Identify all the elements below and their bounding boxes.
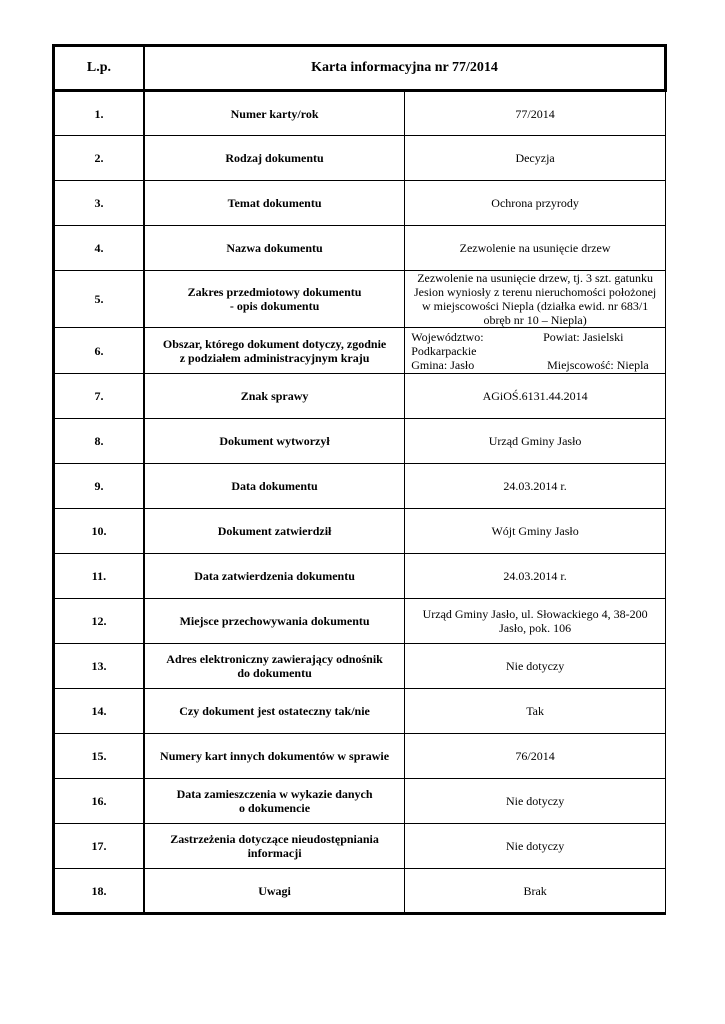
row-number: 17. <box>54 824 144 869</box>
row-label-line: Zakres przedmiotowy dokumentu <box>187 285 362 299</box>
row-number: 1. <box>54 91 144 136</box>
row-value: Zezwolenie na usunięcie drzew, tj. 3 szt. gatunku Jesion wyniosły z terenu nieruchomości położonej w miejscowości Niepla (działka ewid. nr 683/1 obręb nr 10 – Niepla) <box>405 271 666 328</box>
table-row <box>54 91 666 136</box>
row-number: 8. <box>54 419 144 464</box>
row-value: Decyzja <box>405 136 666 181</box>
row-number: 16. <box>54 779 144 824</box>
row-value: Wójt Gminy Jasło <box>405 509 666 554</box>
row-number: 12. <box>54 599 144 644</box>
row-label: Temat dokumentu <box>144 181 405 226</box>
table-header <box>54 46 666 91</box>
row-label: Znak sprawy <box>144 374 405 419</box>
table-row <box>54 136 666 181</box>
table-row <box>54 824 666 869</box>
row-number: 11. <box>54 554 144 599</box>
row-label-line: Data zamieszczenia w wykazie danych <box>176 787 373 801</box>
row-number: 4. <box>54 226 144 271</box>
row-value: Urząd Gminy Jasło, ul. Słowackiego 4, 38-200 Jasło, pok. 106 <box>405 599 666 644</box>
row-label-line: Adres elektroniczny zawierający odnośnik <box>166 652 383 666</box>
lp-header: L.p. <box>54 46 144 91</box>
row-label: Data dokumentu <box>144 464 405 509</box>
table-row <box>54 554 666 599</box>
table-row <box>54 328 666 374</box>
table-row <box>54 374 666 419</box>
row-label: Numer karty/rok <box>144 91 405 136</box>
row-value: AGiOŚ.6131.44.2014 <box>405 374 666 419</box>
row-number: 5. <box>54 271 144 328</box>
row-label-line: - opis dokumentu <box>229 299 320 313</box>
table-row <box>54 689 666 734</box>
row-number: 18. <box>54 869 144 914</box>
row-label-line: Obszar, którego dokument dotyczy, zgodnie <box>162 336 387 351</box>
row-value: 77/2014 <box>405 91 666 136</box>
row-number: 15. <box>54 734 144 779</box>
row-value: Brak <box>405 869 666 914</box>
row-label: Nazwa dokumentu <box>144 226 405 271</box>
row-label-line: informacji <box>247 846 302 860</box>
row-label <box>144 271 405 328</box>
card-title: Karta informacyjna nr 77/2014 <box>144 46 666 91</box>
table-row <box>54 181 666 226</box>
row-number: 9. <box>54 464 144 509</box>
table-row <box>54 734 666 779</box>
row-label <box>144 779 405 824</box>
row-label <box>144 644 405 689</box>
row-label: Miejsce przechowywania dokumentu <box>144 599 405 644</box>
row-value: 76/2014 <box>405 734 666 779</box>
row-value: Zezwolenie na usunięcie drzew <box>405 226 666 271</box>
row-value: Ochrona przyrody <box>405 181 666 226</box>
table-row <box>54 509 666 554</box>
row-number: 13. <box>54 644 144 689</box>
row-value: Urząd Gminy Jasło <box>405 419 666 464</box>
table-row <box>54 644 666 689</box>
row-value: 24.03.2014 r. <box>405 464 666 509</box>
row-label <box>144 824 405 869</box>
row-number: 10. <box>54 509 144 554</box>
row-label: Uwagi <box>144 869 405 914</box>
row-value: Nie dotyczy <box>405 824 666 869</box>
row-value: 24.03.2014 r. <box>405 554 666 599</box>
row-number: 6. <box>54 328 144 374</box>
row-label: Czy dokument jest ostateczny tak/nie <box>144 689 405 734</box>
gmina: Gmina: Jasło <box>411 357 475 372</box>
table-row <box>54 271 666 328</box>
row-number: 3. <box>54 181 144 226</box>
table-row <box>54 226 666 271</box>
row-value: Nie dotyczy <box>405 779 666 824</box>
row-number: 2. <box>54 136 144 181</box>
row-label: Numery kart innych dokumentów w sprawie <box>144 734 405 779</box>
row-label: Dokument wytworzył <box>144 419 405 464</box>
row-number: 7. <box>54 374 144 419</box>
row-value: Nie dotyczy <box>405 644 666 689</box>
row-label-line: Zastrzeżenia dotyczące nieudostępniania <box>170 832 379 846</box>
info-table <box>52 44 667 915</box>
miejscowosc: Miejscowość: Niepla <box>547 357 649 372</box>
table-row <box>54 599 666 644</box>
row-label-line: o dokumencie <box>239 801 311 815</box>
row-label-line: do dokumentu <box>237 666 312 680</box>
row-label: Dokument zatwierdził <box>144 509 405 554</box>
powiat: Powiat: Jasielski <box>543 329 624 344</box>
table-row <box>54 779 666 824</box>
row-label: Rodzaj dokumentu <box>144 136 405 181</box>
row-label: Data zatwierdzenia dokumentu <box>144 554 405 599</box>
wojewodztwo: Województwo: Podkarpackie <box>411 329 484 358</box>
row-label-line: z podziałem administracyjnym kraju <box>179 350 370 365</box>
row-value: Tak <box>405 689 666 734</box>
table-row <box>54 419 666 464</box>
row-label <box>144 328 405 374</box>
row-number: 14. <box>54 689 144 734</box>
table-row <box>54 869 666 914</box>
admin-area-value <box>405 328 666 374</box>
table-row <box>54 464 666 509</box>
info-card <box>52 44 667 915</box>
